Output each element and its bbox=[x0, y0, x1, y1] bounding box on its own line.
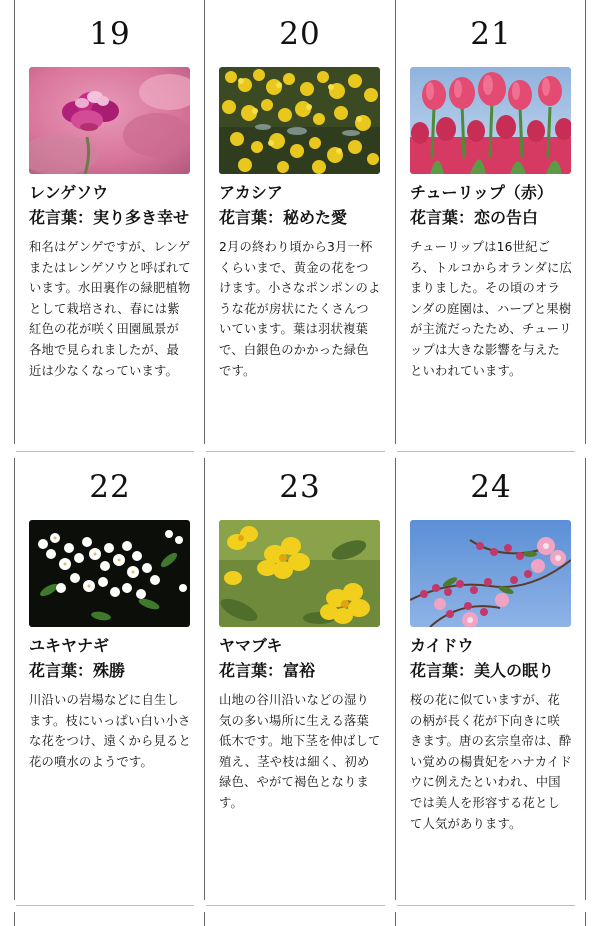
column-divider bbox=[585, 0, 586, 444]
flower-description: 和名はゲンゲですが、レンゲまたはレンゲソウと呼ばれています。水田裏作の緑肥植物として栽培され、春には紫紅色の花が咲く田園風景が各地で見られましたが、最近は少なくなっています。 bbox=[29, 240, 191, 378]
column-divider bbox=[204, 0, 205, 444]
column-divider bbox=[204, 458, 205, 900]
flower-name: カイドウ bbox=[410, 636, 474, 655]
yukiyanagi-flower-image bbox=[29, 520, 190, 627]
column-divider bbox=[204, 912, 205, 926]
kaido-flower-photo bbox=[410, 520, 571, 627]
day-number: 24 bbox=[470, 469, 512, 505]
flower-meaning: 花言葉：秘めた愛 bbox=[219, 208, 348, 227]
day-card-19 bbox=[29, 13, 191, 381]
day-number: 21 bbox=[470, 16, 512, 52]
flower-description: チューリップは16世紀ごろ、トルコからオランダに広まりました。その頃のオランダの庭園は、ハーブと果樹が主流だったため、チューリップは大きな影響を与えたといわれています。 bbox=[410, 240, 572, 378]
column-divider bbox=[14, 912, 15, 926]
row-divider bbox=[206, 451, 385, 452]
row-divider bbox=[397, 451, 575, 452]
row-divider bbox=[397, 905, 575, 906]
acacia-flower-photo bbox=[219, 67, 380, 174]
flower-name: ユキヤナギ bbox=[29, 636, 110, 655]
row-divider bbox=[206, 905, 385, 906]
flower-name: アカシア bbox=[219, 183, 283, 202]
column-divider bbox=[14, 458, 15, 900]
flower-description: 川沿いの岩場などに自生します。枝にいっぱい白い小さな花をつけ、遠くから見ると花の噴水のようです。 bbox=[29, 693, 191, 769]
row-divider bbox=[16, 905, 194, 906]
flower-name: ヤマブキ bbox=[219, 636, 283, 655]
flower-meaning: 花言葉：殊勝 bbox=[29, 661, 126, 680]
column-divider bbox=[585, 912, 586, 926]
column-divider bbox=[395, 0, 396, 444]
flower-meaning: 花言葉：恋の告白 bbox=[410, 208, 539, 227]
flower-description: 桜の花に似ていますが、花の柄が長く花が下向きに咲きます。唐の玄宗皇帝は、酔い覚めの楊貴妃をハナカイドウに例えたといわれ、中国では美人を形容する花として人気があります。 bbox=[410, 693, 572, 831]
flower-meaning: 花言葉：美人の眠り bbox=[410, 661, 555, 680]
flower-name: レンゲソウ bbox=[29, 183, 109, 202]
day-number: 19 bbox=[89, 16, 131, 52]
kaido-flower-image bbox=[410, 520, 571, 627]
acacia-flower-image bbox=[219, 67, 380, 174]
column-divider bbox=[395, 912, 396, 926]
yukiyanagi-flower-photo bbox=[29, 520, 190, 627]
renge-flower-photo bbox=[29, 67, 190, 174]
yamabuki-flower-image bbox=[219, 520, 380, 627]
day-card-24 bbox=[410, 466, 572, 834]
renge-flower-image bbox=[29, 67, 190, 174]
column-divider bbox=[585, 458, 586, 900]
flower-meaning: 花言葉：実り多き幸せ bbox=[29, 208, 190, 227]
tulip-flower-photo bbox=[410, 67, 571, 174]
flower-description: 2月の終わり頃から3月一杯くらいまで、黄金の花をつけます。小さなポンポンのような花が房状にたくさんついています。葉は羽状複葉で、白銀色のかかった緑色です。 bbox=[219, 240, 381, 378]
day-number: 20 bbox=[279, 16, 321, 52]
tulip-flower-image bbox=[410, 67, 571, 174]
day-card-21 bbox=[410, 13, 572, 381]
flower-meaning: 花言葉：富裕 bbox=[219, 661, 316, 680]
row-divider bbox=[16, 451, 194, 452]
day-card-23 bbox=[219, 466, 381, 814]
flower-description: 山地の谷川沿いなどの湿り気の多い場所に生える落葉低木です。地下茎を伸ばして殖え、茎や枝は細く、初め緑色、やがて褐色となります。 bbox=[219, 693, 381, 810]
day-card-22 bbox=[29, 466, 191, 772]
day-number: 23 bbox=[279, 469, 321, 505]
day-card-20 bbox=[219, 13, 381, 381]
column-divider bbox=[395, 458, 396, 900]
yamabuki-flower-photo bbox=[219, 520, 380, 627]
day-number: 22 bbox=[89, 469, 131, 505]
column-divider bbox=[14, 0, 15, 444]
flower-name: チューリップ（赤） bbox=[410, 183, 553, 202]
